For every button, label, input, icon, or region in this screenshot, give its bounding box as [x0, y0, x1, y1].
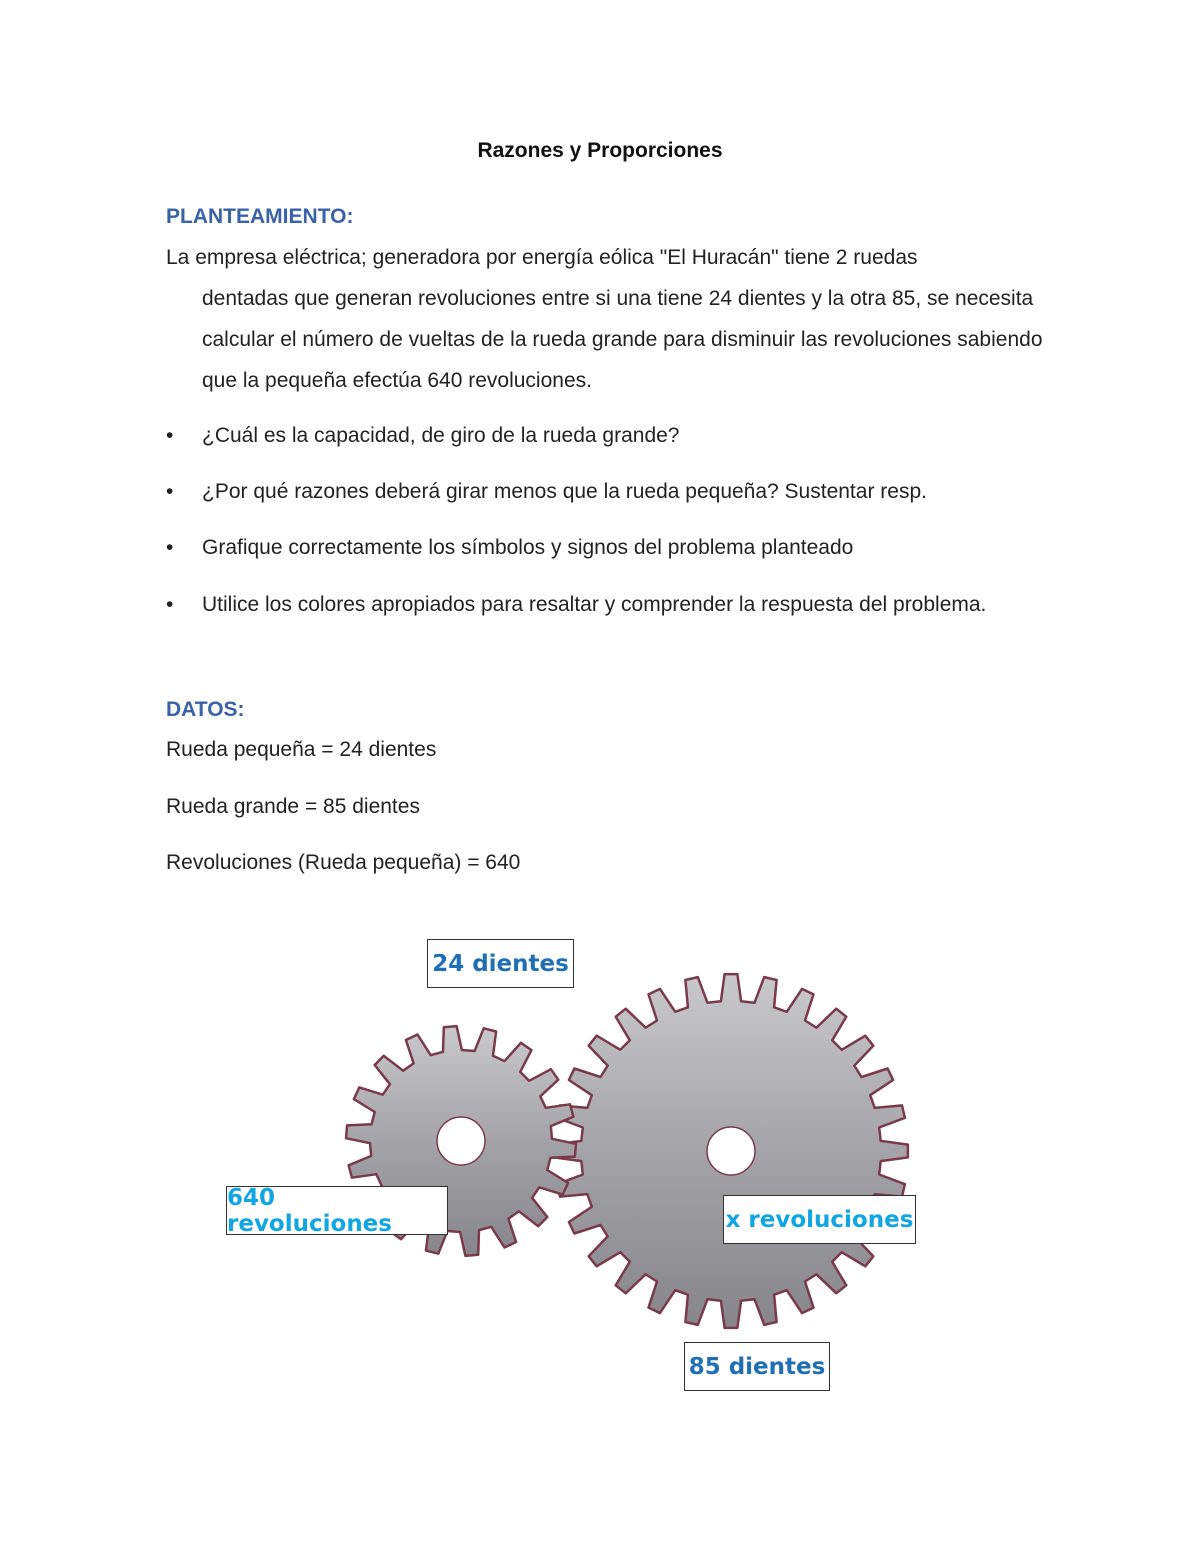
bullet-text: ¿Cuál es la capacidad, de giro de la rueda grande?	[202, 424, 680, 447]
small-gear-revolutions-label: 640 revoluciones	[226, 1186, 448, 1235]
datos-line: Rueda grande = 85 dientes	[166, 795, 420, 818]
large-gear-hole	[707, 1127, 755, 1175]
bullet-dot: •	[166, 424, 174, 447]
datos-line: Rueda pequeña = 24 dientes	[166, 738, 437, 761]
paragraph-continuation: dentadas que generan revoluciones entre si una tiene 24 dientes y la otra 85, se necesita calcular el número de vueltas de la rueda grande para disminuir las revoluciones sabiendo que la pequeña efectúa 640 revoluciones.	[202, 287, 1043, 392]
small-gear-teeth-label: 24 dientes	[427, 939, 574, 988]
paragraph-first-line: La empresa eléctrica; generadora por energía eólica "El Huracán" tiene 2 ruedas	[166, 246, 918, 269]
bullet-text: Grafique correctamente los símbolos y signos del problema planteado	[202, 536, 854, 559]
bullet-text: ¿Por qué razones deberá girar menos que la rueda pequeña? Sustentar resp.	[202, 480, 927, 503]
bullet-dot: •	[166, 593, 174, 616]
small-gear-hole	[437, 1117, 485, 1165]
bullet-dot: •	[166, 536, 174, 559]
datos-line: Revoluciones (Rueda pequeña) = 640	[166, 851, 521, 874]
large-gear-teeth-label: 85 dientes	[684, 1342, 830, 1391]
large-gear-revolutions-label: x revoluciones	[723, 1195, 916, 1244]
document-title: Razones y Proporciones	[477, 139, 723, 162]
bullet-text: Utilice los colores apropiados para resaltar y comprender la respuesta del problema.	[202, 593, 987, 616]
datos-heading: DATOS:	[166, 698, 245, 721]
bullet-dot: •	[166, 480, 174, 503]
planteamiento-heading: PLANTEAMIENTO:	[166, 205, 354, 228]
